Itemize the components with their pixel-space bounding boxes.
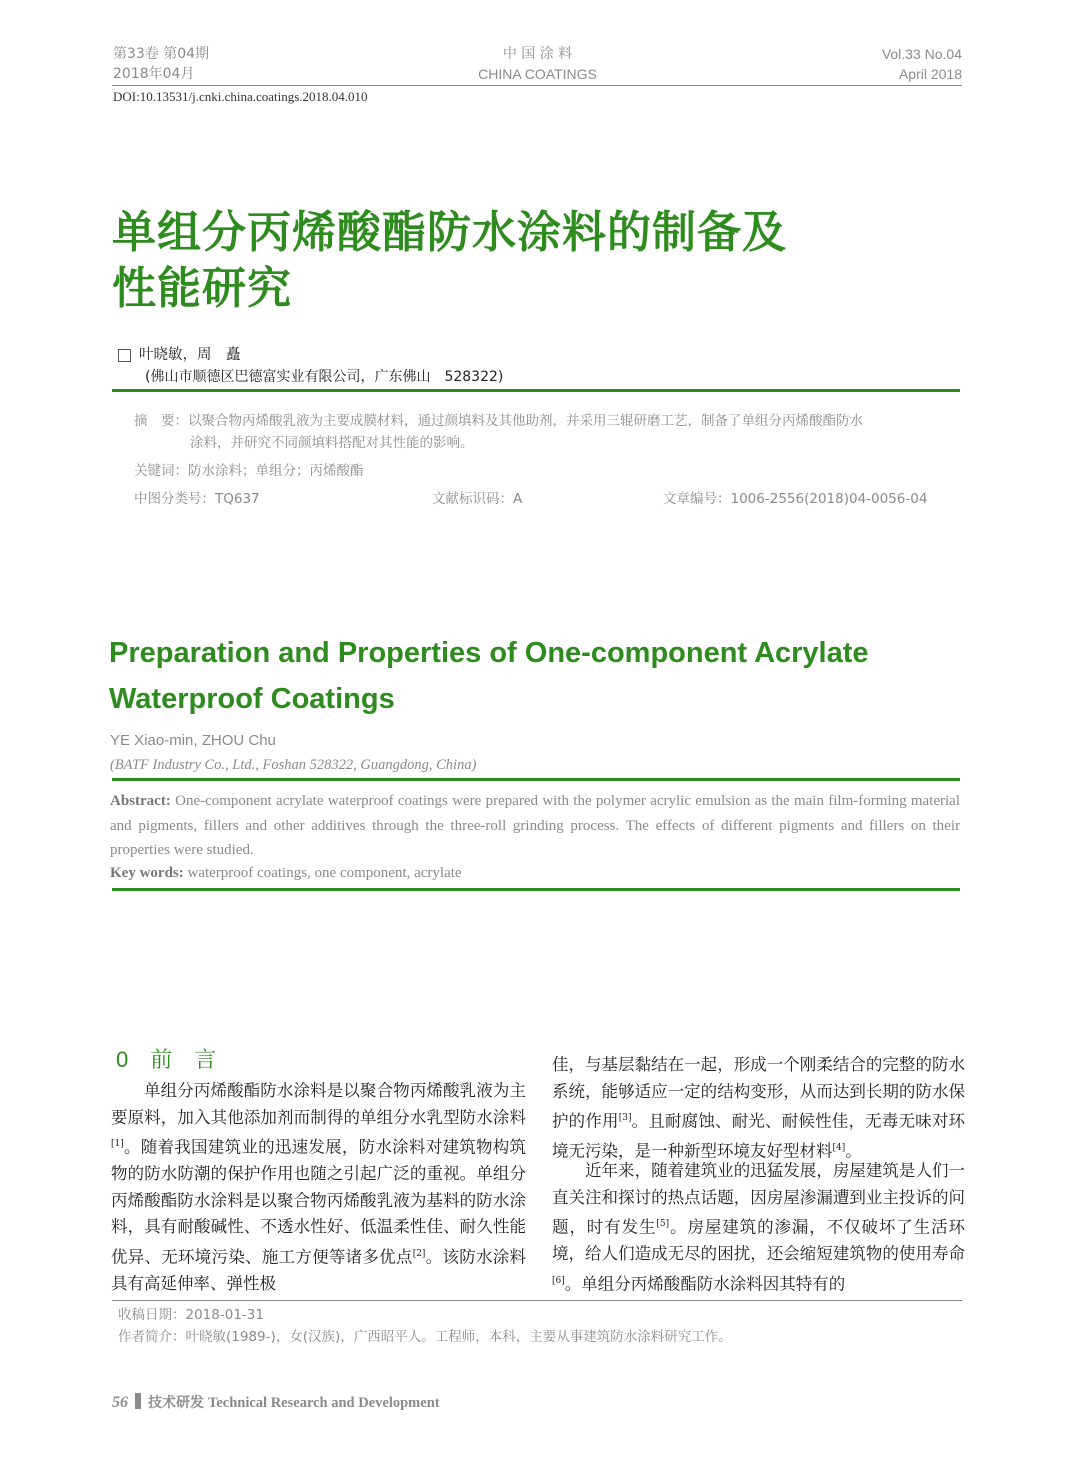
affiliation-cn: (佛山市顺德区巴德富实业有限公司，广东佛山 528322)	[145, 369, 504, 385]
abstract-en	[110, 789, 960, 863]
body-left-paragraph	[111, 1078, 526, 1297]
page-number: 56	[112, 1394, 128, 1411]
abstract-cn-line1	[134, 410, 863, 432]
title-cn-line1: 单组分丙烯酸酯防水涂料的制备及	[112, 207, 787, 258]
abstract-cn-line2: 涂料，并研究不同颜填料搭配对其性能的影响。	[190, 435, 474, 451]
title-cn-line2: 性能研究	[112, 263, 292, 314]
title-cn	[112, 205, 962, 317]
body-right-text-f: 。单组分丙烯酸酯防水涂料因其特有的	[564, 1274, 846, 1293]
rule-green-3	[112, 888, 960, 891]
article-number: 文章编号：1006-2556(2018)04-0056-04	[663, 491, 928, 507]
footnote-received: 收稿日期：2018-01-31	[118, 1307, 264, 1323]
authors-cn	[118, 345, 241, 365]
body-left-text-b: 。随着我国建筑业的迅速发展，防水涂料对建筑物构筑物的防水防潮的保护作用也随之引起广泛的重视。单组分丙烯酸酯防水涂料是以聚合物丙烯酸乳液为基料的防水涂料，具有耐酸碱性、不透水性好、低温柔性佳、耐久性能优异、无环境污染、施工方便等诸多优点	[111, 1137, 526, 1266]
keywords-cn: 关键词：防水涂料；单组分；丙烯酸酯	[134, 463, 364, 479]
keywords-en	[110, 862, 462, 884]
abstract-en-label: Abstract:	[110, 793, 171, 809]
body-left-text-c: 。该防水涂料具有高延伸率、弹性极	[111, 1247, 527, 1293]
rule-green-1	[112, 389, 960, 392]
body-left-text-a: 单组分丙烯酸酯防水涂料是以聚合物丙烯酸乳液为主要原料，加入其他添加剂而制得的单组分水乳型防水涂料	[111, 1081, 526, 1127]
abstract-en-text: One-component acrylate waterproof coatings were prepared with the polymer acrylic emulsion as the main film-forming material and pigments, fillers and other additives through the three-roll grinding process. The effects of different pigments and fillers on their properties were studied.	[110, 793, 961, 858]
doi: DOI:10.13531/j.cnki.china.coatings.2018.04.010	[113, 89, 368, 104]
body-right-paragraph-2	[552, 1158, 965, 1298]
title-en-line2: Waterproof Coatings	[109, 683, 395, 715]
body-right-text-c: 。	[845, 1141, 862, 1161]
footer-section-en: Technical Research and Development	[208, 1395, 440, 1411]
citation-6: [6]	[552, 1275, 565, 1286]
body-right-text-e: 。房屋建筑的渗漏，不仅破坏了生活环境，给人们造成无尽的困扰，还会缩短建筑物的使用寿命	[552, 1217, 966, 1263]
body-right-text-d: 近年来，随着建筑业的迅猛发展，房屋建筑是人们一直关注和探讨的热点话题，因房屋渗漏遭到业主投诉的问题，时有发生	[552, 1161, 965, 1237]
keywords-en-label: Key words:	[110, 865, 184, 881]
document-code: 文献标识码：A	[432, 491, 523, 507]
footnote-bio: 作者简介：叶晓敏(1989-)，女(汉族)，广西昭平人。工程师，本科，主要从事建筑防水涂料研究工作。	[118, 1329, 732, 1345]
title-en-line1: Preparation and Properties of One-component Acrylate	[109, 637, 869, 669]
authors-cn-text: 叶晓敏，周 矗	[139, 347, 241, 363]
citation-2: [2]	[412, 1248, 426, 1259]
citation-3: [3]	[618, 1113, 632, 1123]
body-right-paragraph-1	[552, 1052, 965, 1165]
authors-en: YE Xiao-min, ZHOU Chu	[110, 732, 276, 749]
page-footer	[112, 1392, 440, 1414]
clc-number: 中图分类号：TQ637	[134, 491, 260, 507]
citation-4: [4]	[832, 1143, 846, 1153]
keywords-en-text: waterproof coatings, one component, acrylate	[187, 865, 462, 881]
header-rule	[112, 85, 962, 86]
header-journal-cn: 中 国 涂 料	[502, 46, 573, 62]
header-volume-en: Vol.33 No.04	[881, 46, 962, 62]
header-volume-cn: 第33卷 第04期	[113, 46, 210, 62]
body-right-text-a: 佳，与基层黏结在一起，形成一个刚柔结合的完整的防水系统，能够适应一定的结构变形，从而达到长期的防水保护的作用	[552, 1055, 965, 1131]
citation-5: [5]	[656, 1219, 670, 1229]
section-number: 0	[116, 1047, 129, 1072]
abstract-cn-text1: 以聚合物丙烯酸乳液为主要成膜材料，通过颜填料及其他助剂，并采用三辊研磨工艺，制备了单组分丙烯酸酯防水	[188, 413, 863, 429]
section-title: 前 言	[150, 1048, 217, 1073]
abstract-cn-label: 摘 要：	[134, 413, 188, 429]
citation-1: [1]	[111, 1139, 124, 1149]
square-bullet-icon	[118, 349, 131, 362]
footer-section-cn: 技术研发	[148, 1395, 204, 1411]
title-en	[109, 630, 969, 722]
footer-bar-icon	[135, 1393, 141, 1409]
affiliation-en: (BATF Industry Co., Ltd., Foshan 528322, Guangdong, China)	[110, 757, 477, 773]
rule-green-2	[112, 778, 960, 781]
body-right-text-b: 。且耐腐蚀、耐光、耐候性佳，无毒无味对环境无污染，是一种新型环境友好型材料	[552, 1111, 966, 1161]
header-date-cn: 2018年04月	[113, 66, 195, 82]
section-heading	[116, 1045, 216, 1076]
header-journal-en: CHINA COATINGS	[478, 66, 597, 82]
header-date-en: April 2018	[898, 66, 962, 82]
footnote-rule	[112, 1300, 962, 1301]
